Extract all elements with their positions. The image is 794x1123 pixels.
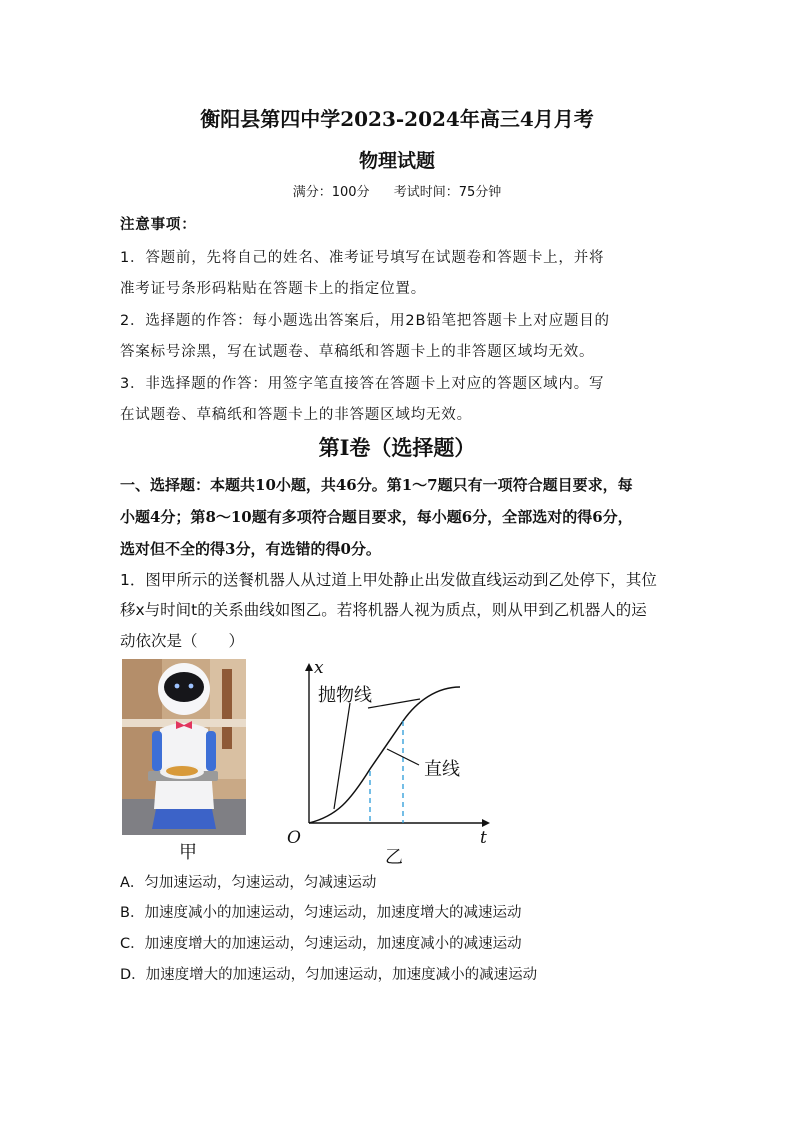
part1-instructions: 小题4分；第8～10题有多项符合题目要求，每小题6分，全部选对的得6分， bbox=[120, 508, 633, 526]
option-b: B．加速度减小的加速运动，匀速运动，加速度增大的减速运动 bbox=[120, 905, 522, 921]
xt-graph bbox=[282, 651, 502, 866]
notes-line: 2．选择题的作答：每小题选出答案后，用2B铅笔把答题卡上对应题目的 bbox=[120, 313, 610, 329]
parabola-leader bbox=[334, 703, 350, 809]
figure-caption-right: 乙 bbox=[385, 847, 403, 868]
notes-line: 准考证号条形码粘贴在答题卡上的指定位置。 bbox=[120, 281, 426, 297]
parabola-label: 抛物线 bbox=[318, 685, 372, 706]
t-axis-arrow bbox=[482, 819, 490, 827]
t-axis-label: t bbox=[480, 828, 487, 848]
exam-title: 衡阳县第四中学2023-2024年高三4月月考 bbox=[200, 107, 594, 131]
notes-line: 在试题卷、草稿纸和答题卡上的非答题区域均无效。 bbox=[120, 407, 472, 423]
robot-illustration bbox=[122, 659, 246, 835]
option-a: A．匀加速运动，匀速运动，匀减速运动 bbox=[120, 875, 377, 891]
question1-stem: 动依次是（ ） bbox=[120, 632, 245, 650]
notes-heading: 注意事项： bbox=[120, 217, 197, 233]
exam-time: 考试时间：75分钟 bbox=[393, 185, 502, 200]
option-d: D．加速度增大的加速运动，匀加速运动，加速度减小的减速运动 bbox=[120, 967, 538, 983]
parabola-leader bbox=[368, 699, 420, 708]
notes-line: 3．非选择题的作答：用签字笔直接答在答题卡上对应的答题区域内。写 bbox=[120, 376, 605, 392]
score-time-line bbox=[0, 181, 794, 200]
origin-label: O bbox=[287, 828, 301, 848]
subject-title: 物理试题 bbox=[358, 150, 435, 172]
notes-line: 1．答题前，先将自己的姓名、准考证号填写在试题卷和答题卡上，并将 bbox=[120, 250, 605, 266]
x-axis-label: x bbox=[314, 658, 324, 678]
notes-line: 答案标号涂黑，写在试题卷、草稿纸和答题卡上的非答题区域均无效。 bbox=[120, 344, 595, 360]
line-label: 直线 bbox=[424, 759, 460, 780]
part1-instructions: 选对但不全的得3分，有选错的得0分。 bbox=[120, 540, 381, 558]
question1-stem: 移x与时间t的关系曲线如图乙。若将机器人视为质点，则从甲到乙机器人的运 bbox=[120, 601, 647, 619]
section-title: 第Ⅰ卷（选择题） bbox=[318, 435, 476, 460]
option-c: C．加速度增大的加速运动，匀速运动，加速度减小的减速运动 bbox=[120, 936, 522, 952]
robot-photo bbox=[122, 659, 246, 835]
full-score: 满分：100分 bbox=[292, 185, 370, 200]
xt-curve bbox=[309, 687, 460, 823]
question1-stem: 1．图甲所示的送餐机器人从过道上甲处静止出发做直线运动到乙处停下，其位 bbox=[120, 571, 657, 589]
figure-caption-left: 甲 bbox=[179, 842, 197, 863]
x-axis-arrow bbox=[305, 663, 313, 671]
part1-instructions: 一、选择题：本题共10小题，共46分。第1～7题只有一项符合题目要求，每 bbox=[120, 476, 633, 494]
xt-graph-svg bbox=[282, 651, 502, 866]
